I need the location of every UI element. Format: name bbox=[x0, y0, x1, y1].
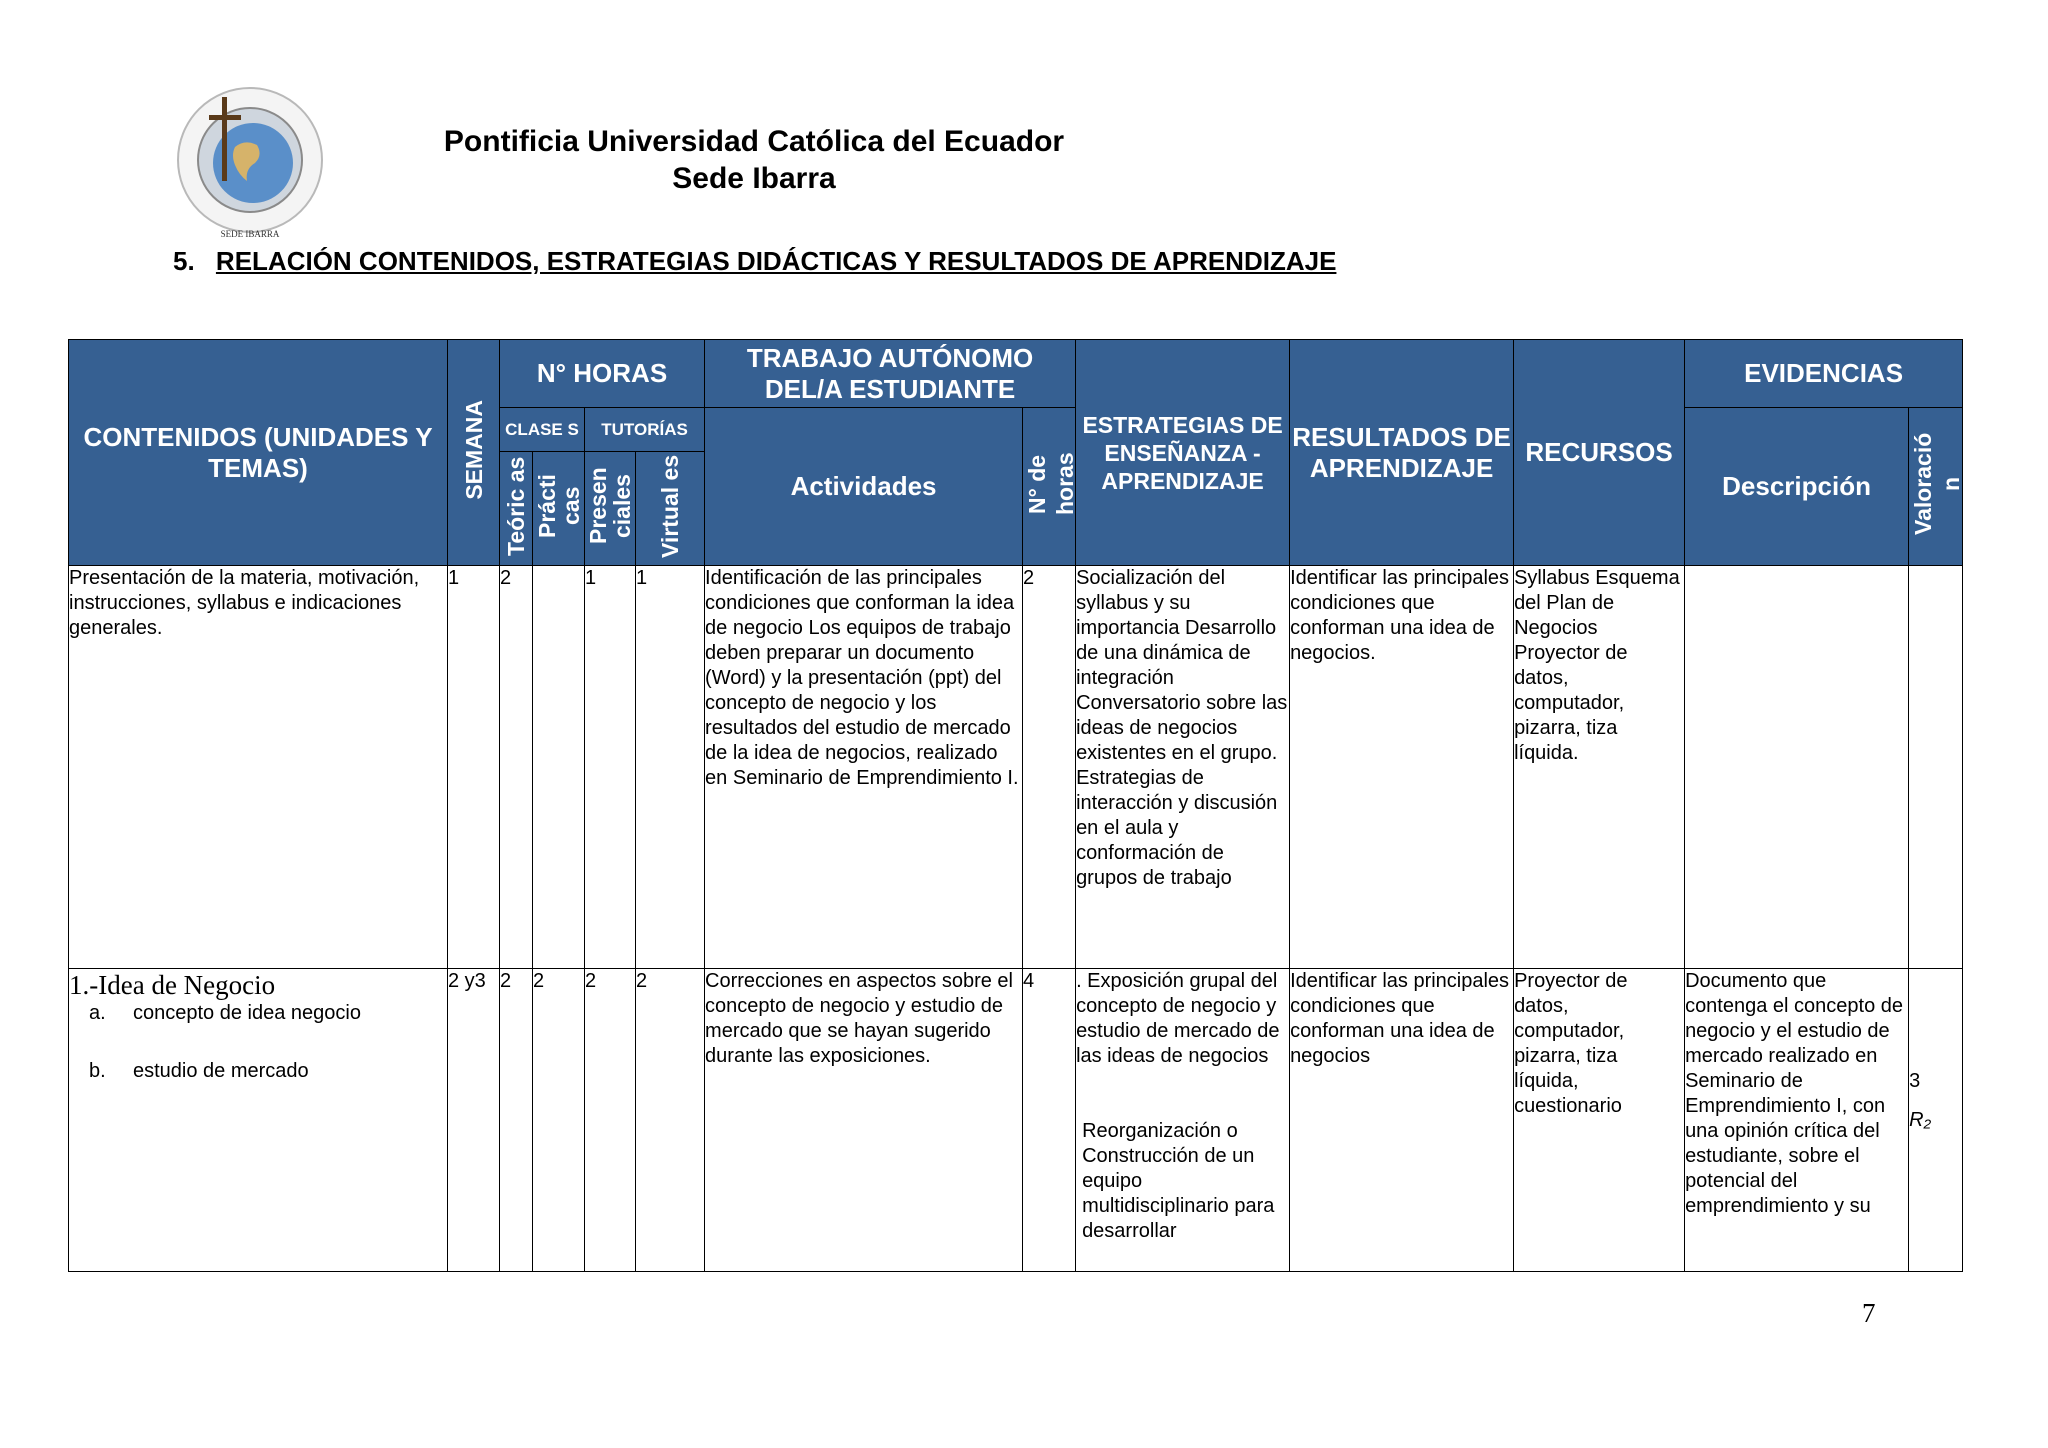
strategy-text-2: Reorganización o Construcción de un equipo multidisciplinario para desarrollar bbox=[1082, 1120, 1275, 1242]
table-row bbox=[69, 969, 1963, 1272]
header-valoracion-label: Valoració n bbox=[1910, 432, 1965, 535]
cell-estrategias: Socialización del syllabus y su importancia Desarrollo de una dinámica de integración Conversatorio sobre las ideas de negocios existentes en el grupo. Estrategias de interacción y discusión en el aula y conformación de grupos de trabajo bbox=[1076, 566, 1290, 969]
header-virtuales-label: Virtual es bbox=[657, 454, 684, 558]
header-n-horas: N° HORAS bbox=[500, 340, 705, 408]
header-resultados: RESULTADOS DE APRENDIZAJE bbox=[1290, 340, 1514, 566]
page-number: 7 bbox=[1862, 1298, 1876, 1328]
cell-recursos: Proyector de datos, computador, pizarra, tiza líquida, cuestionario bbox=[1514, 969, 1685, 1272]
header-actividades: Actividades bbox=[705, 408, 1023, 566]
cell-resultados: Identificar las principales condiciones que conforman una idea de negocios bbox=[1290, 969, 1514, 1272]
header-teoricas bbox=[500, 452, 533, 566]
cell-descripcion: Documento que contenga el concepto de negocio y el estudio de mercado realizado en Seminario de Emprendimiento I, con una opinión crítica del estudiante, sobre el potencial del emprendimiento y su bbox=[1685, 969, 1909, 1272]
cell-teoricas: 2 bbox=[500, 969, 533, 1272]
cell-contenidos: Presentación de la materia, motivación, instrucciones, syllabus e indicaciones generales. bbox=[69, 566, 448, 969]
cell-semana: 2 y3 bbox=[448, 969, 500, 1272]
section-number: 5. bbox=[173, 246, 195, 276]
topic-list bbox=[69, 1001, 447, 1084]
header-clases: CLASE S bbox=[500, 408, 585, 452]
cell-actividades: Identificación de las principales condiciones que conforman la idea de negocio Los equipos de trabajo deben preparar un documento (Word) y la presentación (ppt) del concepto de negocio y los resultados del estudio de mercado de la idea de negocios, realizado en Seminario de Emprendimiento I. bbox=[705, 566, 1023, 969]
cell-resultados: Identificar las principales condiciones que conforman una idea de negocios. bbox=[1290, 566, 1514, 969]
unit-title: 1.-Idea de Negocio bbox=[69, 970, 276, 1000]
university-seal-icon bbox=[175, 85, 325, 245]
cell-practicas bbox=[533, 566, 585, 969]
header-estrategias: ESTRATEGIAS DE ENSEÑANZA - APRENDIZAJE bbox=[1076, 340, 1290, 566]
cell-actividades: Correcciones en aspectos sobre el concepto de negocio y estudio de mercado que se hayan sugerido durante las exposiciones. bbox=[705, 969, 1023, 1272]
cell-virtuales: 2 bbox=[636, 969, 705, 1272]
cell-contenidos bbox=[69, 969, 448, 1272]
header-tutorias: TUTORÍAS bbox=[585, 408, 705, 452]
header-contenidos: CONTENIDOS (UNIDADES Y TEMAS) bbox=[69, 340, 448, 566]
cell-teoricas: 2 bbox=[500, 566, 533, 969]
cell-horas: 4 bbox=[1023, 969, 1076, 1272]
list-item bbox=[89, 1059, 447, 1084]
cell-valoracion bbox=[1909, 969, 1963, 1272]
cell-valoracion bbox=[1909, 566, 1963, 969]
cell-virtuales: 1 bbox=[636, 566, 705, 969]
campus-name: Sede Ibarra bbox=[672, 162, 836, 195]
header-virtuales bbox=[636, 452, 705, 566]
list-item-text: estudio de mercado bbox=[133, 1060, 309, 1082]
header-semana-label: SEMANA bbox=[460, 399, 487, 500]
header-recursos: RECURSOS bbox=[1514, 340, 1685, 566]
header-n-de-horas-label: N° de horas bbox=[1024, 452, 1079, 515]
header-teoricas-label: Teóric as bbox=[503, 456, 529, 556]
section-title: RELACIÓN CONTENIDOS, ESTRATEGIAS DIDÁCTICAS Y RESULTADOS DE APRENDIZAJE bbox=[215, 246, 1337, 276]
cell-descripcion bbox=[1685, 566, 1909, 969]
cell-horas: 2 bbox=[1023, 566, 1076, 969]
contents-table bbox=[68, 339, 1963, 1272]
header-semana bbox=[448, 340, 500, 566]
header-n-de-horas bbox=[1023, 408, 1079, 566]
list-item bbox=[89, 1001, 447, 1026]
cell-estrategias bbox=[1076, 969, 1290, 1272]
header-trabajo-autonomo: TRABAJO AUTÓNOMO DEL/A ESTUDIANTE bbox=[705, 340, 1076, 408]
list-item-text: concepto de idea negocio bbox=[133, 1002, 361, 1024]
list-letter: a. bbox=[89, 1002, 106, 1024]
cell-presenciales: 2 bbox=[585, 969, 636, 1272]
list-letter: b. bbox=[89, 1060, 106, 1082]
header-presenciales bbox=[585, 452, 636, 566]
header-evidencias: EVIDENCIAS bbox=[1685, 340, 1963, 408]
cell-recursos: Syllabus Esquema del Plan de Negocios Proyector de datos, computador, pizarra, tiza líquida. bbox=[1514, 566, 1685, 969]
cell-semana: 1 bbox=[448, 566, 500, 969]
section-heading bbox=[173, 246, 1336, 277]
valoracion-result: R₂ bbox=[1909, 1109, 1932, 1131]
university-name: Pontificia Universidad Católica del Ecuador bbox=[443, 125, 1065, 158]
header-descripcion: Descripción bbox=[1685, 408, 1909, 566]
header-valoracion bbox=[1909, 408, 1963, 566]
university-title bbox=[424, 123, 1084, 197]
valoracion-value: 3 bbox=[1909, 1070, 1921, 1092]
header-practicas bbox=[533, 452, 585, 566]
header-practicas-label: Prácti cas bbox=[533, 474, 584, 538]
cell-presenciales: 1 bbox=[585, 566, 636, 969]
header-presenciales-label: Presen ciales bbox=[585, 467, 635, 545]
table-row bbox=[69, 566, 1963, 969]
strategy-text-1: . Exposición grupal del concepto de negocio y estudio de mercado de las ideas de negocios bbox=[1076, 970, 1280, 1067]
cell-practicas: 2 bbox=[533, 969, 585, 1272]
svg-text:SEDE IBARRA: SEDE IBARRA bbox=[220, 229, 280, 239]
